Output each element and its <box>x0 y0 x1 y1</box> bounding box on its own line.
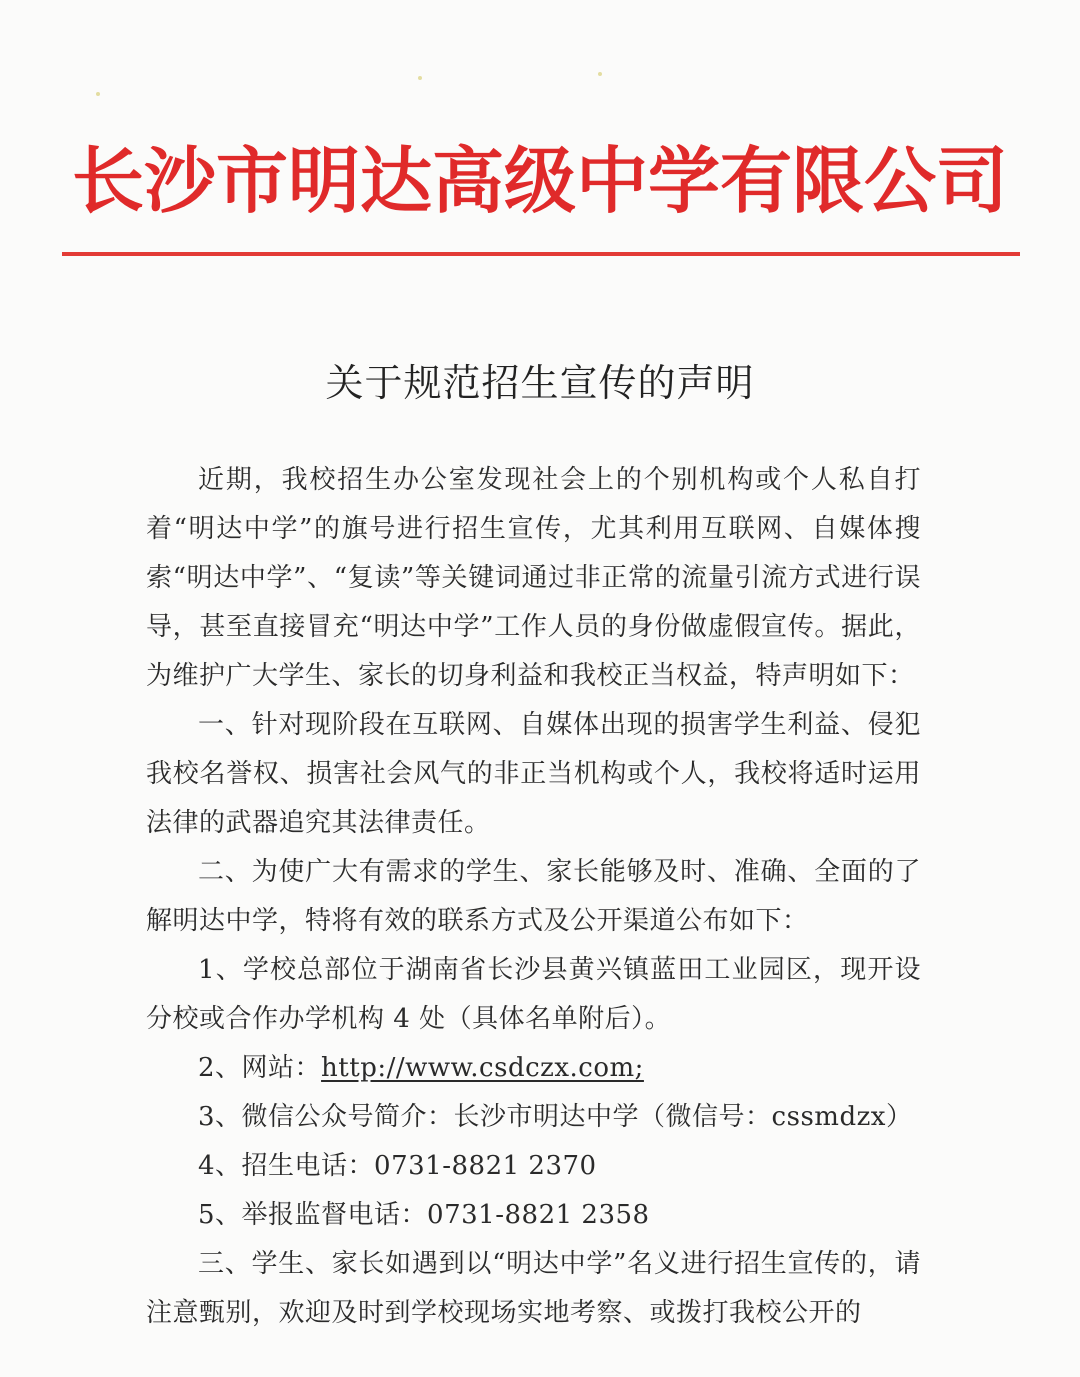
document-body <box>146 456 921 1338</box>
letterhead-org-name: 长沙市明达高级中学有限公司 <box>71 139 1008 223</box>
paper-speck <box>418 76 422 80</box>
sub-item-2 <box>146 1044 921 1093</box>
sub-item-3: 3、微信公众号简介：长沙市明达中学（微信号：cssmdzx） <box>198 1102 913 1132</box>
paper-speck <box>96 92 100 96</box>
website-label: 2、网站： <box>198 1053 322 1083</box>
website-link[interactable]: http://www.csdczx.com; <box>321 1053 644 1083</box>
intro-paragraph: 近期，我校招生办公室发现社会上的个别机构或个人私自打着“明达中学”的旗号进行招生宣传，尤其利用互联网、自媒体搜索“明达中学”、“复读”等关键词通过非正常的流量引流方式进行误导，甚至直接冒充“明达中学”工作人员的身份做虚假宣传。据此，为维护广大学生、家长的切身利益和我校正当权益，特声明如下： <box>146 465 921 691</box>
item-1-paragraph: 一、针对现阶段在互联网、自媒体出现的损害学生利益、侵犯我校名誉权、损害社会风气的非正当机构或个人，我校将适时运用法律的武器追究其法律责任。 <box>146 710 921 838</box>
paper-speck <box>598 72 602 76</box>
letterhead-red-rule <box>62 252 1020 256</box>
document-title: 关于规范招生宣传的声明 <box>325 361 755 405</box>
item-2-paragraph: 二、为使广大有需求的学生、家长能够及时、准确、全面的了解明达中学，特将有效的联系方式及公开渠道公布如下： <box>146 857 921 936</box>
sub-item-4: 4、招生电话：0731-8821 2370 <box>198 1151 597 1181</box>
sub-item-5: 5、举报监督电话：0731-8821 2358 <box>198 1200 650 1230</box>
item-3-paragraph: 三、学生、家长如遇到以“明达中学”名义进行招生宣传的，请注意甄别，欢迎及时到学校现场实地考察、或拨打我校公开的 <box>146 1249 921 1328</box>
sub-item-1: 1、学校总部位于湖南省长沙县黄兴镇蓝田工业园区，现开设分校或合作办学机构 4 处（具体名单附后）。 <box>146 955 921 1034</box>
